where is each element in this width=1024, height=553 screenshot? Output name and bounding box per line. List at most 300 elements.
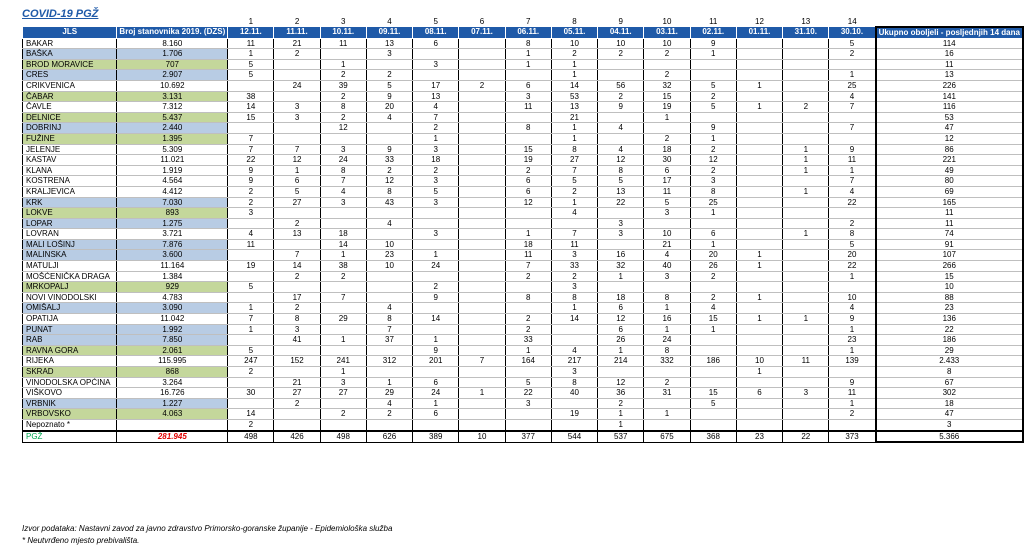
case-count-cell (783, 292, 829, 303)
case-count-cell: 1 (505, 345, 551, 356)
case-count-cell (690, 377, 736, 388)
table-row (23, 176, 1024, 187)
header-date: 07.11. (459, 27, 505, 39)
case-count-cell (505, 282, 551, 293)
municipality-name: KOSTRENA (23, 176, 117, 187)
case-count-cell: 2 (413, 123, 459, 134)
case-count-cell: 3 (274, 324, 320, 335)
case-count-cell: 22 (228, 155, 274, 166)
table-row (23, 112, 1024, 123)
total-cell: 8 (876, 367, 1024, 378)
case-count-cell (366, 133, 412, 144)
total-cell: 10 (876, 282, 1024, 293)
case-count-cell: 1 (736, 261, 782, 272)
case-count-cell: 1 (274, 165, 320, 176)
case-count-cell: 33 (505, 335, 551, 346)
municipality-name: ČAVLE (23, 102, 117, 113)
case-count-cell: 11 (320, 38, 366, 49)
case-count-cell: 15 (690, 314, 736, 325)
case-count-cell: 3 (505, 91, 551, 102)
municipality-name: CRES (23, 70, 117, 81)
case-count-cell: 7 (505, 261, 551, 272)
header-date: 02.11. (690, 27, 736, 39)
case-count-cell: 201 (413, 356, 459, 367)
population-cell: 1.992 (117, 324, 228, 335)
case-count-cell: 7 (366, 324, 412, 335)
case-count-cell (505, 218, 551, 229)
case-count-cell: 10 (736, 356, 782, 367)
case-count-cell: 14 (413, 314, 459, 325)
case-count-cell: 1 (551, 70, 597, 81)
case-count-cell: 4 (829, 186, 876, 197)
case-count-cell: 6 (690, 229, 736, 240)
case-count-cell (644, 398, 690, 409)
case-count-cell: 18 (413, 155, 459, 166)
case-count-cell (459, 49, 505, 60)
case-count-cell (274, 367, 320, 378)
table-row (23, 208, 1024, 219)
case-count-cell: 1 (459, 388, 505, 399)
municipality-name: KASTAV (23, 155, 117, 166)
case-count-cell: 2 (228, 197, 274, 208)
total-cell: 226 (876, 80, 1024, 91)
case-count-cell (783, 303, 829, 314)
case-count-cell: 312 (366, 356, 412, 367)
case-count-cell: 11 (228, 38, 274, 49)
case-count-cell: 8 (690, 186, 736, 197)
case-count-cell (320, 303, 366, 314)
case-count-cell (736, 208, 782, 219)
case-count-cell: 9 (366, 91, 412, 102)
municipality-name: FUŽINE (23, 133, 117, 144)
table-row (23, 335, 1024, 346)
total-cell: 88 (876, 292, 1024, 303)
total-cell: 11 (876, 208, 1024, 219)
municipality-name: VRBOVSKO (23, 409, 117, 420)
case-count-cell: 12 (598, 377, 644, 388)
table-row (23, 271, 1024, 282)
case-count-cell (366, 59, 412, 70)
case-count-cell (736, 398, 782, 409)
case-count-cell: 5 (228, 70, 274, 81)
case-count-cell: 1 (783, 165, 829, 176)
municipality-name: KLANA (23, 165, 117, 176)
case-count-cell: 27 (274, 388, 320, 399)
case-count-cell: 4 (644, 250, 690, 261)
case-count-cell (736, 282, 782, 293)
case-count-cell (598, 367, 644, 378)
municipality-name: LOKVE (23, 208, 117, 219)
case-count-cell (829, 208, 876, 219)
case-count-cell: 30 (228, 388, 274, 399)
case-count-cell: 139 (829, 356, 876, 367)
case-count-cell (274, 345, 320, 356)
case-count-cell (783, 133, 829, 144)
case-count-cell: 6 (736, 388, 782, 399)
header-total: Ukupno oboljeli - posljednjih 14 dana (876, 27, 1024, 39)
case-count-cell (413, 324, 459, 335)
case-count-cell: 13 (274, 229, 320, 240)
sum-cell: 626 (366, 431, 412, 443)
case-count-cell (228, 123, 274, 134)
municipality-name: MATULJI (23, 261, 117, 272)
case-count-cell: 1 (783, 144, 829, 155)
case-count-cell (783, 250, 829, 261)
case-count-cell (783, 335, 829, 346)
case-count-cell (644, 59, 690, 70)
municipality-name: OPATIJA (23, 314, 117, 325)
case-count-cell (783, 367, 829, 378)
municipality-name: RIJEKA (23, 356, 117, 367)
case-count-cell: 3 (551, 250, 597, 261)
case-count-cell: 5 (228, 59, 274, 70)
page-title[interactable]: COVID-19 PGŽ (22, 8, 99, 20)
table-row (23, 239, 1024, 250)
case-count-cell (598, 133, 644, 144)
case-count-cell: 33 (366, 155, 412, 166)
case-count-cell (459, 250, 505, 261)
case-count-cell (736, 218, 782, 229)
footnote: * Neutvrđeno mjesto prebivališta. (22, 536, 140, 545)
case-count-cell: 4 (690, 303, 736, 314)
sum-cell: 368 (690, 431, 736, 443)
total-cell: 136 (876, 314, 1024, 325)
case-count-cell: 19 (228, 261, 274, 272)
case-count-cell: 10 (644, 229, 690, 240)
population-cell: 4.063 (117, 409, 228, 420)
case-count-cell: 9 (829, 314, 876, 325)
case-count-cell: 26 (690, 261, 736, 272)
header-date: 31.10. (783, 27, 829, 39)
case-count-cell: 11 (228, 239, 274, 250)
total-cell: 22 (876, 324, 1024, 335)
case-count-cell: 4 (366, 303, 412, 314)
case-count-cell: 2 (644, 377, 690, 388)
population-cell: 3.264 (117, 377, 228, 388)
case-count-cell: 22 (598, 197, 644, 208)
case-count-cell: 32 (644, 80, 690, 91)
case-count-cell: 14 (228, 409, 274, 420)
municipality-name: JELENJE (23, 144, 117, 155)
sum-cell: 426 (274, 431, 320, 443)
municipality-name: VIŠKOVO (23, 388, 117, 399)
total-cell: 91 (876, 239, 1024, 250)
case-count-cell (783, 91, 829, 102)
case-count-cell: 17 (274, 292, 320, 303)
case-count-cell (274, 282, 320, 293)
case-count-cell (598, 59, 644, 70)
case-count-cell: 1 (736, 80, 782, 91)
case-count-cell: 2 (829, 218, 876, 229)
case-count-cell: 11 (644, 186, 690, 197)
case-count-cell: 2 (320, 112, 366, 123)
case-count-cell: 1 (505, 59, 551, 70)
case-count-cell (459, 261, 505, 272)
table-row (23, 165, 1024, 176)
table-row (23, 292, 1024, 303)
total-cell: 86 (876, 144, 1024, 155)
case-count-cell: 24 (320, 155, 366, 166)
case-count-cell (783, 377, 829, 388)
case-count-cell: 24 (274, 80, 320, 91)
total-cell: 67 (876, 377, 1024, 388)
spacer-cell (876, 16, 1024, 27)
case-count-cell: 29 (320, 314, 366, 325)
population-cell: 1.395 (117, 133, 228, 144)
case-count-cell: 3 (274, 112, 320, 123)
municipality-name: BAŠKA (23, 49, 117, 60)
case-count-cell: 29 (366, 388, 412, 399)
municipality-name: LOPAR (23, 218, 117, 229)
case-count-cell (459, 176, 505, 187)
column-number: 7 (526, 16, 531, 26)
case-count-cell: 7 (228, 314, 274, 325)
case-count-cell: 20 (829, 250, 876, 261)
case-count-cell: 3 (366, 49, 412, 60)
case-count-cell: 2 (598, 91, 644, 102)
case-count-cell: 4 (366, 218, 412, 229)
case-count-cell: 10 (366, 261, 412, 272)
case-count-cell (551, 419, 597, 430)
case-count-cell (459, 367, 505, 378)
case-count-cell: 1 (690, 324, 736, 335)
case-count-cell: 31 (644, 388, 690, 399)
case-count-cell: 3 (598, 229, 644, 240)
case-count-cell: 4 (551, 345, 597, 356)
case-count-cell (736, 303, 782, 314)
case-count-cell: 4 (366, 112, 412, 123)
municipality-name: CRIKVENICA (23, 80, 117, 91)
case-count-cell: 7 (829, 102, 876, 113)
case-count-cell (690, 335, 736, 346)
total-cell: 2.433 (876, 356, 1024, 367)
population-cell: 3.721 (117, 229, 228, 240)
case-count-cell: 2 (829, 409, 876, 420)
case-count-cell (783, 38, 829, 49)
case-count-cell: 5 (598, 176, 644, 187)
case-count-cell (274, 91, 320, 102)
case-count-cell: 18 (598, 292, 644, 303)
case-count-cell: 36 (598, 388, 644, 399)
case-count-cell (459, 377, 505, 388)
case-count-cell: 4 (366, 398, 412, 409)
case-count-cell: 7 (320, 292, 366, 303)
case-count-cell: 1 (736, 292, 782, 303)
case-count-cell (690, 59, 736, 70)
case-count-cell: 6 (413, 377, 459, 388)
case-count-cell: 30 (644, 155, 690, 166)
case-count-cell (829, 112, 876, 123)
case-count-cell (228, 271, 274, 282)
case-count-cell (366, 419, 412, 430)
case-count-cell: 2 (320, 409, 366, 420)
case-count-cell: 5 (228, 282, 274, 293)
column-number: 9 (618, 16, 623, 26)
case-count-cell: 1 (783, 186, 829, 197)
case-count-cell (783, 282, 829, 293)
case-count-cell (551, 324, 597, 335)
header-date: 09.11. (366, 27, 412, 39)
case-count-cell (228, 377, 274, 388)
case-count-cell: 1 (690, 208, 736, 219)
case-count-cell: 38 (228, 91, 274, 102)
total-cell: 3 (876, 419, 1024, 430)
table-row (23, 49, 1024, 60)
case-count-cell: 9 (228, 176, 274, 187)
column-number: 3 (341, 16, 346, 26)
case-count-cell (459, 59, 505, 70)
case-count-cell (783, 123, 829, 134)
case-count-cell: 9 (413, 292, 459, 303)
case-count-cell (736, 165, 782, 176)
case-count-cell (783, 59, 829, 70)
municipality-name: VINODOLSKA OPĆINA (23, 377, 117, 388)
header-date: 11.11. (274, 27, 320, 39)
case-count-cell (644, 367, 690, 378)
case-count-cell: 1 (736, 314, 782, 325)
municipality-name: MALINSKA (23, 250, 117, 261)
case-count-cell: 4 (829, 91, 876, 102)
total-cell: 266 (876, 261, 1024, 272)
population-cell: 2.061 (117, 345, 228, 356)
case-count-cell: 4 (228, 229, 274, 240)
municipality-name: LOVRAN (23, 229, 117, 240)
case-count-cell (228, 398, 274, 409)
sum-cell: 389 (413, 431, 459, 443)
total-cell: 29 (876, 345, 1024, 356)
case-count-cell: 14 (551, 80, 597, 91)
header-date: 05.11. (551, 27, 597, 39)
case-count-cell: 41 (274, 335, 320, 346)
case-count-cell (459, 324, 505, 335)
case-count-cell: 21 (644, 239, 690, 250)
case-count-cell: 5 (413, 186, 459, 197)
table-row (23, 38, 1024, 49)
spacer-cell (23, 16, 117, 27)
case-count-cell: 2 (829, 49, 876, 60)
case-count-cell: 3 (783, 388, 829, 399)
case-count-cell (413, 208, 459, 219)
case-count-cell: 11 (829, 388, 876, 399)
case-count-cell: 1 (228, 324, 274, 335)
municipality-name: PUNAT (23, 324, 117, 335)
case-count-cell (644, 218, 690, 229)
case-count-cell: 186 (690, 356, 736, 367)
case-count-cell (459, 112, 505, 123)
case-count-cell: 12 (505, 197, 551, 208)
case-count-cell: 1 (783, 229, 829, 240)
case-count-cell: 3 (413, 176, 459, 187)
case-count-cell: 3 (505, 398, 551, 409)
case-count-cell: 2 (551, 186, 597, 197)
case-count-cell (783, 324, 829, 335)
case-count-cell: 8 (366, 314, 412, 325)
case-count-cell (505, 70, 551, 81)
case-count-cell: 11 (505, 102, 551, 113)
case-count-cell (783, 112, 829, 123)
case-count-cell (783, 261, 829, 272)
case-count-cell: 2 (320, 70, 366, 81)
case-count-cell (413, 303, 459, 314)
case-count-cell (783, 49, 829, 60)
case-count-cell: 6 (274, 176, 320, 187)
case-count-cell: 1 (829, 271, 876, 282)
case-count-cell: 7 (274, 250, 320, 261)
case-count-cell: 6 (598, 324, 644, 335)
population-cell: 4.783 (117, 292, 228, 303)
case-count-cell (690, 367, 736, 378)
case-count-cell: 27 (320, 388, 366, 399)
case-count-cell: 24 (644, 335, 690, 346)
case-count-cell: 20 (690, 250, 736, 261)
case-count-cell: 12 (274, 155, 320, 166)
case-count-cell (783, 398, 829, 409)
case-count-cell: 5 (551, 176, 597, 187)
case-count-cell: 15 (228, 112, 274, 123)
case-count-cell: 16 (598, 250, 644, 261)
header-date: 06.11. (505, 27, 551, 39)
table-row (23, 356, 1024, 367)
sum-cell: 373 (829, 431, 876, 443)
case-count-cell (736, 112, 782, 123)
column-number-row (23, 16, 1024, 27)
case-count-cell: 1 (644, 112, 690, 123)
case-count-cell (690, 419, 736, 430)
case-count-cell: 1 (644, 303, 690, 314)
case-count-cell: 1 (829, 324, 876, 335)
case-count-cell: 20 (366, 102, 412, 113)
source-note: Izvor podataka: Nastavni zavod za javno zdravstvo Primorsko-goranske županije - Epidemiološka služba (22, 524, 393, 533)
total-cell: 186 (876, 335, 1024, 346)
table-row (23, 388, 1024, 399)
case-count-cell (459, 229, 505, 240)
case-count-cell (505, 367, 551, 378)
case-count-cell (274, 239, 320, 250)
population-cell: 1.227 (117, 398, 228, 409)
case-count-cell (228, 335, 274, 346)
sum-row (23, 431, 1024, 443)
table-row (23, 419, 1024, 430)
municipality-name: VRBNIK (23, 398, 117, 409)
population-cell: 5.309 (117, 144, 228, 155)
case-count-cell: 32 (598, 261, 644, 272)
case-count-cell (736, 239, 782, 250)
table-row (23, 155, 1024, 166)
header-date: 12.11. (228, 27, 274, 39)
case-count-cell (551, 218, 597, 229)
municipality-name: OMIŠALJ (23, 303, 117, 314)
population-cell: 7.850 (117, 335, 228, 346)
table-row (23, 250, 1024, 261)
case-count-cell (783, 409, 829, 420)
case-count-cell: 18 (644, 144, 690, 155)
case-count-cell: 2 (366, 409, 412, 420)
spacer-cell (117, 16, 228, 27)
case-count-cell: 2 (783, 102, 829, 113)
case-count-cell (320, 208, 366, 219)
case-count-cell: 5 (829, 239, 876, 250)
case-count-cell (366, 123, 412, 134)
case-count-cell (690, 112, 736, 123)
population-cell: 3.090 (117, 303, 228, 314)
table-row (23, 324, 1024, 335)
case-count-cell (783, 271, 829, 282)
case-count-cell: 16 (644, 314, 690, 325)
table-row (23, 70, 1024, 81)
sum-total: 5.366 (876, 431, 1024, 443)
case-count-cell: 2 (505, 165, 551, 176)
case-count-cell: 217 (551, 356, 597, 367)
